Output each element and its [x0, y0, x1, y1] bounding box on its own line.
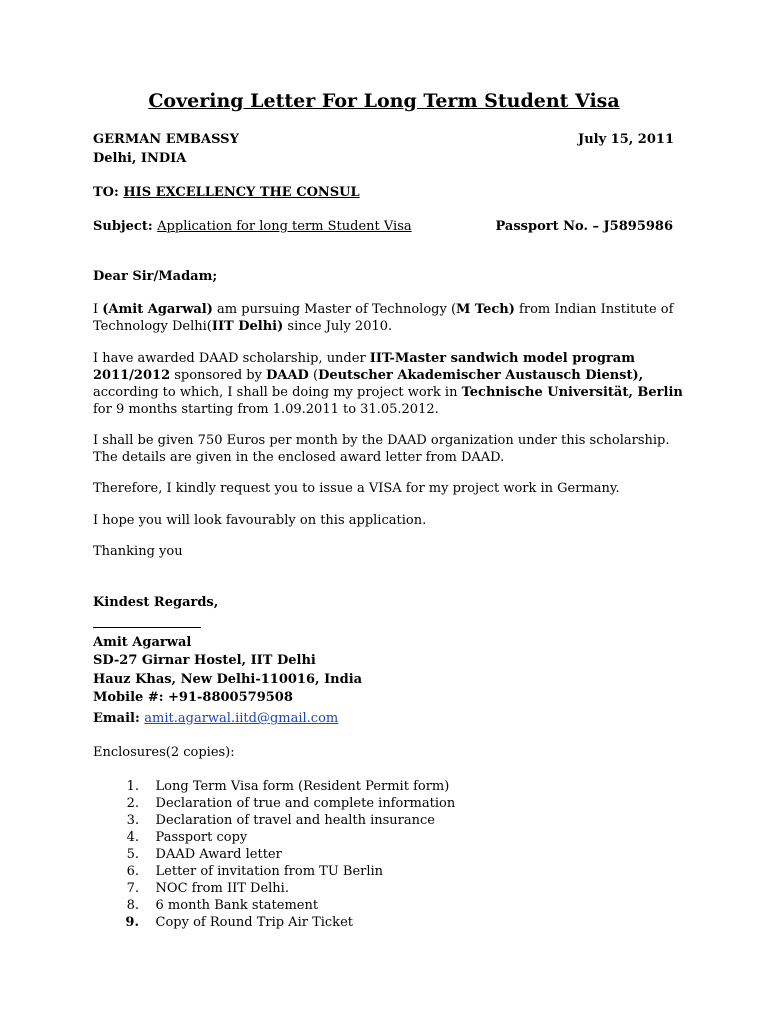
list-item-text: DAAD Award letter: [155, 847, 282, 862]
sender-address-2: Hauz Khas, New Delhi-110016, India: [93, 672, 363, 687]
passport-number: Passport No. – J5895986: [495, 219, 673, 234]
closing-line: Kindest Regards,: [93, 595, 219, 610]
enclosures-heading: Enclosures(2 copies):: [93, 745, 235, 760]
email-link[interactable]: amit.agarwal.iitd@gmail.com: [144, 711, 339, 726]
list-item-number: 6.: [126, 864, 139, 879]
list-item-number: 9.: [125, 915, 139, 930]
list-item-text: Copy of Round Trip Air Ticket: [155, 915, 353, 930]
paragraph-hope: I hope you will look favourably on this application.: [93, 513, 427, 528]
to-text: HIS EXCELLENCY THE CONSUL: [123, 185, 360, 200]
list-item: [113, 829, 455, 846]
list-item-text: NOC from IIT Delhi.: [155, 881, 289, 896]
paragraph-stipend: I shall be given 750 Euros per month by the DAAD organization under this scholarship. The details are given in the enclosed award letter from DAAD.: [93, 433, 670, 465]
list-item-number: 3.: [126, 813, 139, 828]
list-item: [113, 897, 455, 914]
letter-date: July 15, 2011: [578, 132, 674, 147]
embassy-name: GERMAN EMBASSY: [93, 132, 239, 147]
list-item-number: 2.: [126, 796, 139, 811]
email-label: Email:: [93, 711, 145, 726]
list-item-text: Declaration of travel and health insurance: [155, 813, 435, 828]
sender-email-line: [93, 710, 338, 727]
salutation: Dear Sir/Madam;: [93, 269, 218, 284]
subject-text: Application for long term Student Visa: [157, 219, 412, 234]
list-item-number: 5.: [126, 847, 139, 862]
list-item: [113, 795, 455, 812]
to-label: TO:: [93, 185, 124, 200]
embassy-city: Delhi, INDIA: [93, 151, 187, 166]
paragraph-intro: I (Amit Agarwal) am pursuing Master of Technology (M Tech) from Indian Institute of Technology Delhi(IIT Delhi) since July 2010.: [93, 302, 674, 334]
thanking-line: Thanking you: [93, 544, 183, 559]
subject-line: [93, 218, 412, 235]
list-item: [113, 846, 455, 863]
list-item: [113, 812, 455, 829]
signature-line: [93, 627, 201, 628]
list-item-text: Letter of invitation from TU Berlin: [155, 864, 384, 879]
list-item: [113, 863, 455, 880]
sender-mobile: Mobile #: +91-8800579508: [93, 690, 293, 705]
list-item: [113, 880, 455, 897]
list-item-text: Passport copy: [155, 830, 248, 845]
to-line: [93, 184, 360, 201]
list-item-number: 7.: [126, 881, 139, 896]
list-item: [113, 778, 455, 795]
subject-label: Subject:: [93, 219, 158, 234]
list-item-text: 6 month Bank statement: [155, 898, 319, 913]
list-item-number: 1.: [126, 779, 139, 794]
list-item: [113, 914, 455, 931]
list-item-number: 8.: [126, 898, 139, 913]
sender-address-1: SD-27 Girnar Hostel, IIT Delhi: [93, 653, 316, 668]
page-title: Covering Letter For Long Term Student Visa: [148, 90, 620, 112]
list-item-text: Declaration of true and complete information: [155, 796, 456, 811]
paragraph-scholarship: I have awarded DAAD scholarship, under IIT-Master sandwich model program 2011/2012 sponsored by DAAD (Deutscher Akademischer Austausch Dienst), according to which, I shall be doing my project work in Technische Universität, Berlin for 9 months starting from 1.09.2011 to 31.05.2012.: [93, 351, 683, 417]
list-item-number: 4.: [126, 830, 139, 845]
enclosures-list: [113, 778, 455, 931]
paragraph-request: Therefore, I kindly request you to issue a VISA for my project work in Germany.: [93, 481, 620, 496]
sender-name: Amit Agarwal: [93, 635, 192, 650]
list-item-text: Long Term Visa form (Resident Permit form): [155, 779, 450, 794]
